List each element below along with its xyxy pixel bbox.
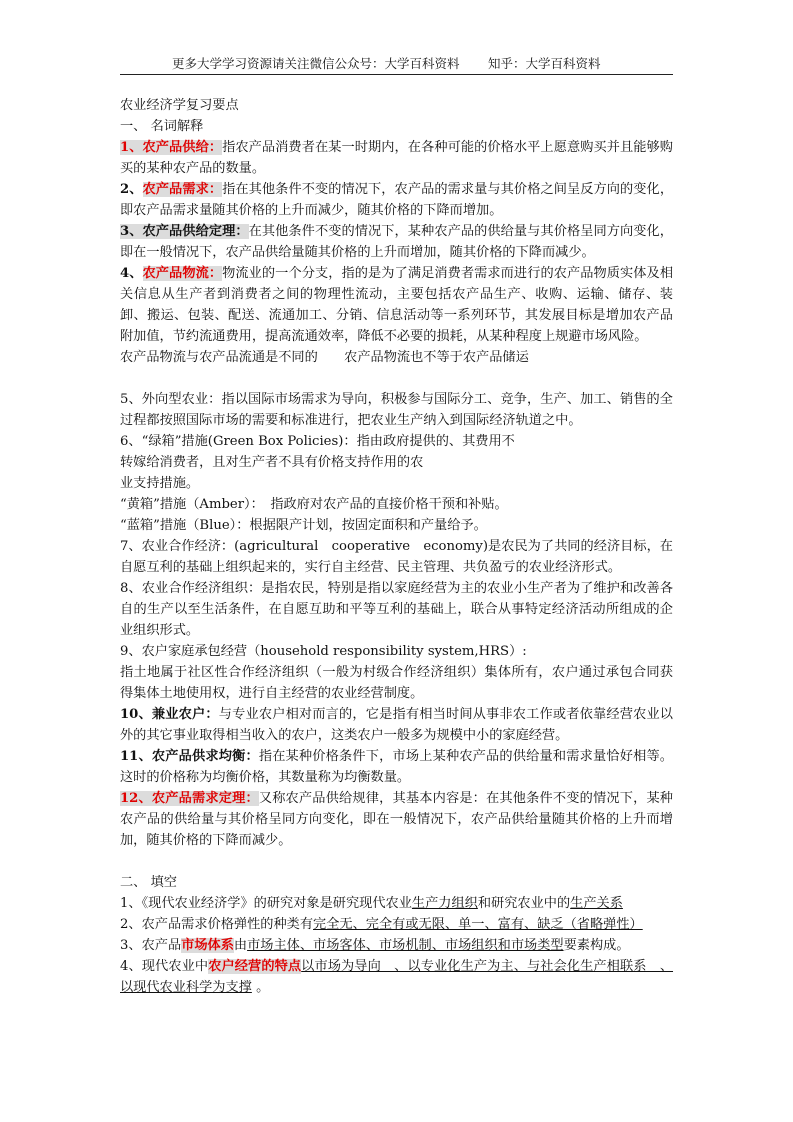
term-9-heading: 9、农户家庭承包经营（household responsibility system,HRS）: xyxy=(120,644,527,659)
term-4-name: 农产品物流： xyxy=(142,266,223,281)
fill-2-text: 2、农产品需求价格弹性的种类有 xyxy=(120,917,314,932)
term-2-definition: 指在其他条件不变的情况下，农产品的需求量与其价格之间呈反方向的变化，即农产品需求量随其价格的上升而减少，随其价格的下降而增加。 xyxy=(120,182,674,218)
term-1-name: 1、农产品供给： xyxy=(120,140,223,155)
term-4-number: 4、 xyxy=(120,266,143,281)
term-8-name: 8、农业合作经济组织： xyxy=(120,581,262,596)
term-5: 5、外向型农业：指以国际市场需求为导向，积极参与国际分工、竞争，生产、加工、销售的全过程都按照国际市场的需要和标准进行，把农业生产纳入到国际经济轨道之中。 xyxy=(120,392,673,428)
fill-3-text: 3、农产品 xyxy=(120,938,182,953)
term-12 xyxy=(120,788,673,851)
term-11-name: 11、农产品供求均衡： xyxy=(120,749,259,764)
term-6-line-1: 6、“绿箱”措施(Green Box Policies)：指由政府提供的、其费用不 xyxy=(120,434,515,449)
fill-3-answer: 市场主体、市场客体、市场机制、市场组织和市场类型 xyxy=(247,938,564,953)
fill-3-text-2: 由 xyxy=(233,938,248,953)
fill-4-answer: 以市场为导向 、以专业化生产为主、与社会化生产相联系 、以现代农业科学为支撑 xyxy=(120,959,674,995)
term-4-note: 农产品物流与农产品流通是不同的 农产品物流也不等于农产品储运 xyxy=(120,350,529,365)
term-12-definition: 又称农产品供给规律，其基本内容是：在其他条件不变的情况下，某种农产品的供给量与其价格呈同方向变化，即在一般情况下，农产品供给量随其价格的上升而增加，随其价格的下降而减少。 xyxy=(120,791,673,848)
document-body xyxy=(120,95,673,998)
fill-3-term: 市场体系 xyxy=(181,938,234,953)
fill-1-answer-2: 生产关系 xyxy=(570,896,623,911)
term-2 xyxy=(120,179,673,221)
header-right-text: 知乎：大学百科资料 xyxy=(488,56,601,71)
term-1-definition: 指农产品消费者在某一时期内，在各种可能的价格水平上愿意购买并且能够购买的某种农产品的数量。 xyxy=(120,140,673,176)
page-header xyxy=(120,52,673,75)
term-6-blue-box: “蓝箱”措施（Blue）：根据限产计划，按固定面积和产量给予。 xyxy=(120,518,487,533)
term-3-name: 3、农产品供给定理： xyxy=(120,224,249,239)
fill-1-answer-1: 生产力组织 xyxy=(411,896,478,911)
fill-4 xyxy=(120,956,673,998)
fill-3-text-3: 要素构成。 xyxy=(563,938,630,953)
term-10-name: 10、兼业农户： xyxy=(120,707,219,722)
fill-4-end: 。 xyxy=(251,980,270,995)
fill-1-text: 1、《现代农业经济学》的研究对象是研究现代农业 xyxy=(120,896,412,911)
term-4-definition: 物流业的一个分支，指的是为了满足消费者需求而进行的农产品物质实体及相关信息从生产者到消费者之间的物理性流动，主要包括农产品生产、收购、运输、储存、装卸、搬运、包装、配送、流通加工、分销、信息活动等一系列环节，其发展目标是增加农产品附加值，节约流通费用，提高流通效率，降低不必要的损耗，从某种程度上规避市场风险。 xyxy=(120,266,674,344)
term-3 xyxy=(120,221,673,263)
spacer xyxy=(120,851,673,872)
term-7: 7、农业合作经济：(agricultural cooperative economy)是农民为了共同的经济目标，在自愿互利的基础上组织起来的，实行自主经营、民主管理、共负盈亏的农业经济形式。 xyxy=(120,539,673,575)
section-heading-2: 二、 填空 xyxy=(120,875,177,890)
fill-4-text: 4、现代农业中 xyxy=(120,959,209,974)
term-6-yellow-box: “黄箱”措施（Amber）： 指政府对农产品的直接价格干预和补贴。 xyxy=(120,497,508,512)
term-8-definition: 是指农民，特别是指以家庭经营为主的农业小生产者为了维护和改善各自的生产以至生活条件，在自愿互助和平等互利的基础上，联合从事特定经济活动所组成的企业组织形式。 xyxy=(120,581,674,638)
term-9-definition: 指土地属于社区性合作经济组织（一般为村级合作经济组织）集体所有，农户通过承包合同获得集体土地使用权，进行自主经营的农业经营制度。 xyxy=(120,665,673,701)
spacer xyxy=(120,368,673,389)
term-10 xyxy=(120,704,673,746)
term-4 xyxy=(120,263,673,347)
term-11 xyxy=(120,746,673,788)
term-12-name: 12、农产品需求定理： xyxy=(120,791,259,806)
section-heading-1: 一、 名词解释 xyxy=(120,119,204,134)
term-2-name: 农产品需求： xyxy=(142,182,223,197)
term-6-line-3: 业支持措施。 xyxy=(120,476,200,491)
term-10-definition: 与专业农户相对而言的，它是指有相当时间从事非农工作或者依靠经营农业以外的其它事业取得相当收入的农户，这类农户一般多为规模中小的家庭经营。 xyxy=(120,707,673,743)
term-8 xyxy=(120,578,673,641)
doc-title: 农业经济学复习要点 xyxy=(120,98,239,113)
fill-3 xyxy=(120,935,673,956)
term-6-line-2: 转嫁给消费者，且对生产者不具有价格支持作用的农 xyxy=(120,455,424,470)
fill-2 xyxy=(120,914,673,935)
fill-2-answer: 完全无、完全有或无限、单一、富有、缺乏（省略弹性） xyxy=(313,917,643,932)
fill-1-text-2: 和研究农业中的 xyxy=(477,896,571,911)
fill-1 xyxy=(120,893,673,914)
term-1 xyxy=(120,137,673,179)
header-left-text: 更多大学学习资源请关注微信公众号：大学百科资料 xyxy=(172,56,460,71)
term-3-definition: 在其他条件不变的情况下，某种农产品的供给量与其价格呈同方向变化，即在一般情况下，农产品供给量随其价格的上升而增加，随其价格的下降而减少。 xyxy=(120,224,673,260)
fill-4-term: 农户经营的特点 xyxy=(208,959,302,974)
term-11-definition: 指在某种价格条件下，市场上某种农产品的供给量和需求量恰好相等。这时的价格称为均衡价格，其数量称为均衡数量。 xyxy=(120,749,673,785)
term-2-number: 2、 xyxy=(120,182,143,197)
